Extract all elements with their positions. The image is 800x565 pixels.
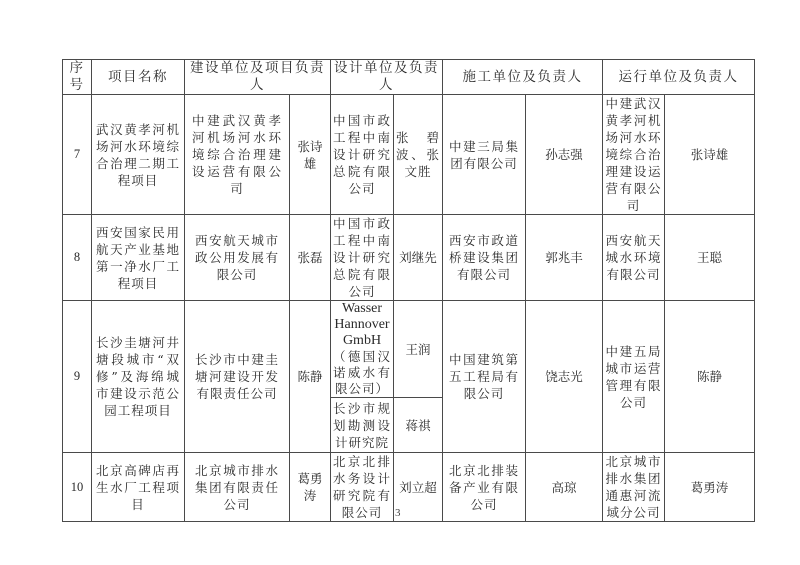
builder-unit: 长沙市中建圭塘河建设开发有限责任公司 — [185, 301, 290, 453]
builder-unit: 西安航天城市政公用发展有限公司 — [185, 215, 290, 301]
header-row — [63, 60, 755, 95]
designer-unit: 中国市政工程中南设计研究总院有限公司 — [331, 95, 394, 215]
designer-unit: 长沙市规划勘测设计研究院 — [331, 398, 394, 453]
designer-person: 刘继先 — [394, 215, 443, 301]
designer-person: 刘立超 — [394, 453, 443, 522]
designer-person: 张碧波、张文胜 — [394, 95, 443, 215]
constructor-unit: 北京北排装备产业有限公司 — [443, 453, 526, 522]
table-row — [63, 301, 755, 398]
designer-person: 蒋祺 — [394, 398, 443, 453]
constructor-unit: 中建三局集团有限公司 — [443, 95, 526, 215]
operator-unit: 中建五局城市运营管理有限公司 — [603, 301, 665, 453]
row-number: 8 — [63, 215, 92, 301]
header-operator: 运行单位及负责人 — [603, 60, 755, 95]
project-name: 长沙圭塘河井塘段城市“双修”及海绵城市建设示范公园工程项目 — [92, 301, 185, 453]
row-number: 9 — [63, 301, 92, 453]
operator-person: 陈静 — [665, 301, 755, 453]
designer-person: 王润 — [394, 301, 443, 398]
builder-person: 张诗雄 — [290, 95, 331, 215]
designer-unit: 中国市政工程中南设计研究总院有限公司 — [331, 215, 394, 301]
designer-unit: Wasser Hannover GmbH （德国汉诺威水有限公司） — [331, 301, 394, 398]
operator-person: 葛勇涛 — [665, 453, 755, 522]
operator-unit: 中建武汉黄孝河机场河水环境综合治理建设运营有限公司 — [603, 95, 665, 215]
constructor-person: 孙志强 — [526, 95, 603, 215]
header-project: 项目名称 — [92, 60, 185, 95]
operator-person: 王聪 — [665, 215, 755, 301]
builder-unit: 北京城市排水集团有限责任公司 — [185, 453, 290, 522]
table-row — [63, 215, 755, 301]
project-name: 北京高碑店再生水厂工程项目 — [92, 453, 185, 522]
constructor-person: 高琼 — [526, 453, 603, 522]
page-number: 3 — [395, 507, 401, 519]
table-row — [63, 453, 755, 522]
row-number: 7 — [63, 95, 92, 215]
operator-person: 张诗雄 — [665, 95, 755, 215]
row-number: 10 — [63, 453, 92, 522]
project-table — [62, 59, 755, 522]
builder-person: 陈静 — [290, 301, 331, 453]
designer-unit: 北京北排水务设计研究院有限公司 — [331, 453, 394, 522]
builder-person: 葛勇涛 — [290, 453, 331, 522]
constructor-unit: 西安市政道桥建设集团有限公司 — [443, 215, 526, 301]
project-name: 武汉黄孝河机场河水环境综合治理二期工程项目 — [92, 95, 185, 215]
builder-person: 张磊 — [290, 215, 331, 301]
builder-unit: 中建武汉黄孝河机场河水环境综合治理建设运营有限公司 — [185, 95, 290, 215]
table-row — [63, 95, 755, 215]
header-no: 序号 — [63, 60, 92, 95]
operator-unit: 北京城市排水集团通惠河流域分公司 — [603, 453, 665, 522]
header-designer: 设计单位及负责人 — [331, 60, 443, 95]
designer-unit-latin: Wasser Hannover GmbH — [334, 301, 390, 348]
constructor-person: 饶志光 — [526, 301, 603, 453]
header-builder: 建设单位及项目负责人 — [185, 60, 331, 95]
project-name: 西安国家民用航天产业基地第一净水厂工程项目 — [92, 215, 185, 301]
constructor-unit: 中国建筑第五工程局有限公司 — [443, 301, 526, 453]
operator-unit: 西安航天城水环境有限公司 — [603, 215, 665, 301]
constructor-person: 郭兆丰 — [526, 215, 603, 301]
header-constructor: 施工单位及负责人 — [443, 60, 603, 95]
